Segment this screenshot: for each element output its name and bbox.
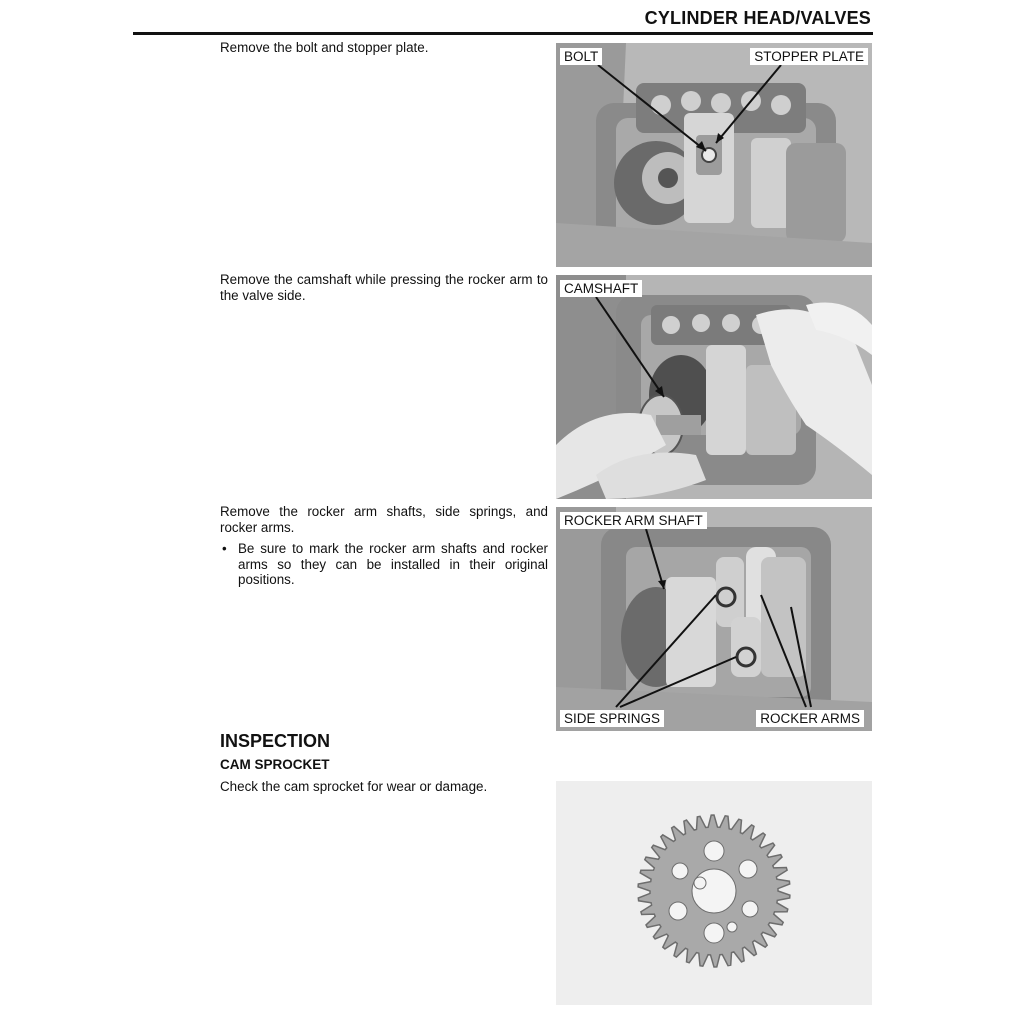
inspection-heading: INSPECTION: [220, 731, 331, 751]
camshaft-label: CAMSHAFT: [560, 280, 642, 297]
step-3-note-text: Be sure to mark the rocker arm shafts and rocker arms so they can be installed in their original positions.: [238, 541, 548, 587]
sprocket-hole: [694, 877, 706, 889]
cam-sprocket-subheading: CAM SPROCKET: [220, 757, 330, 772]
rocker-arm-shaft-label: ROCKER ARM SHAFT: [560, 512, 707, 529]
engine-photo-3: [556, 507, 872, 731]
inspection-text: Check the cam sprocket for wear or damage.: [220, 779, 488, 794]
stopper-plate-label: STOPPER PLATE: [750, 48, 868, 65]
side-springs-label: SIDE SPRINGS: [560, 710, 664, 727]
bolt-label: BOLT: [560, 48, 602, 65]
sprocket-hole: [739, 860, 757, 878]
rocker-arms-label: ROCKER ARMS: [756, 710, 864, 727]
sprocket-hole: [704, 923, 724, 943]
step-1-text: Remove the bolt and stopper plate.: [220, 40, 429, 55]
step-2-text: Remove the camshaft while pressing the rocker arm to the valve side.: [220, 272, 548, 303]
figure-cam-sprocket: [556, 781, 872, 1005]
cam-sprocket-photo: [556, 781, 872, 1005]
figure-camshaft: [556, 275, 872, 499]
sprocket-hole: [704, 841, 724, 861]
sprocket-center-hole: [692, 869, 736, 913]
sprocket-hole: [742, 901, 758, 917]
bullet-marker: •: [222, 541, 227, 556]
sprocket-hole: [727, 922, 737, 932]
figure-bolt-stopper-plate: [556, 43, 872, 267]
figure-rocker-arms: [556, 507, 872, 731]
step-3-text: Remove the rocker arm shafts, side springs, and rocker arms.: [220, 504, 548, 535]
step-3-note: [220, 541, 548, 588]
section-title: CYLINDER HEAD/VALVES: [644, 8, 871, 28]
sprocket-hole: [672, 863, 688, 879]
engine-photo-1: [556, 43, 872, 267]
header-rule: [133, 32, 873, 35]
sprocket-hole: [669, 902, 687, 920]
engine-photo-2: [556, 275, 872, 499]
